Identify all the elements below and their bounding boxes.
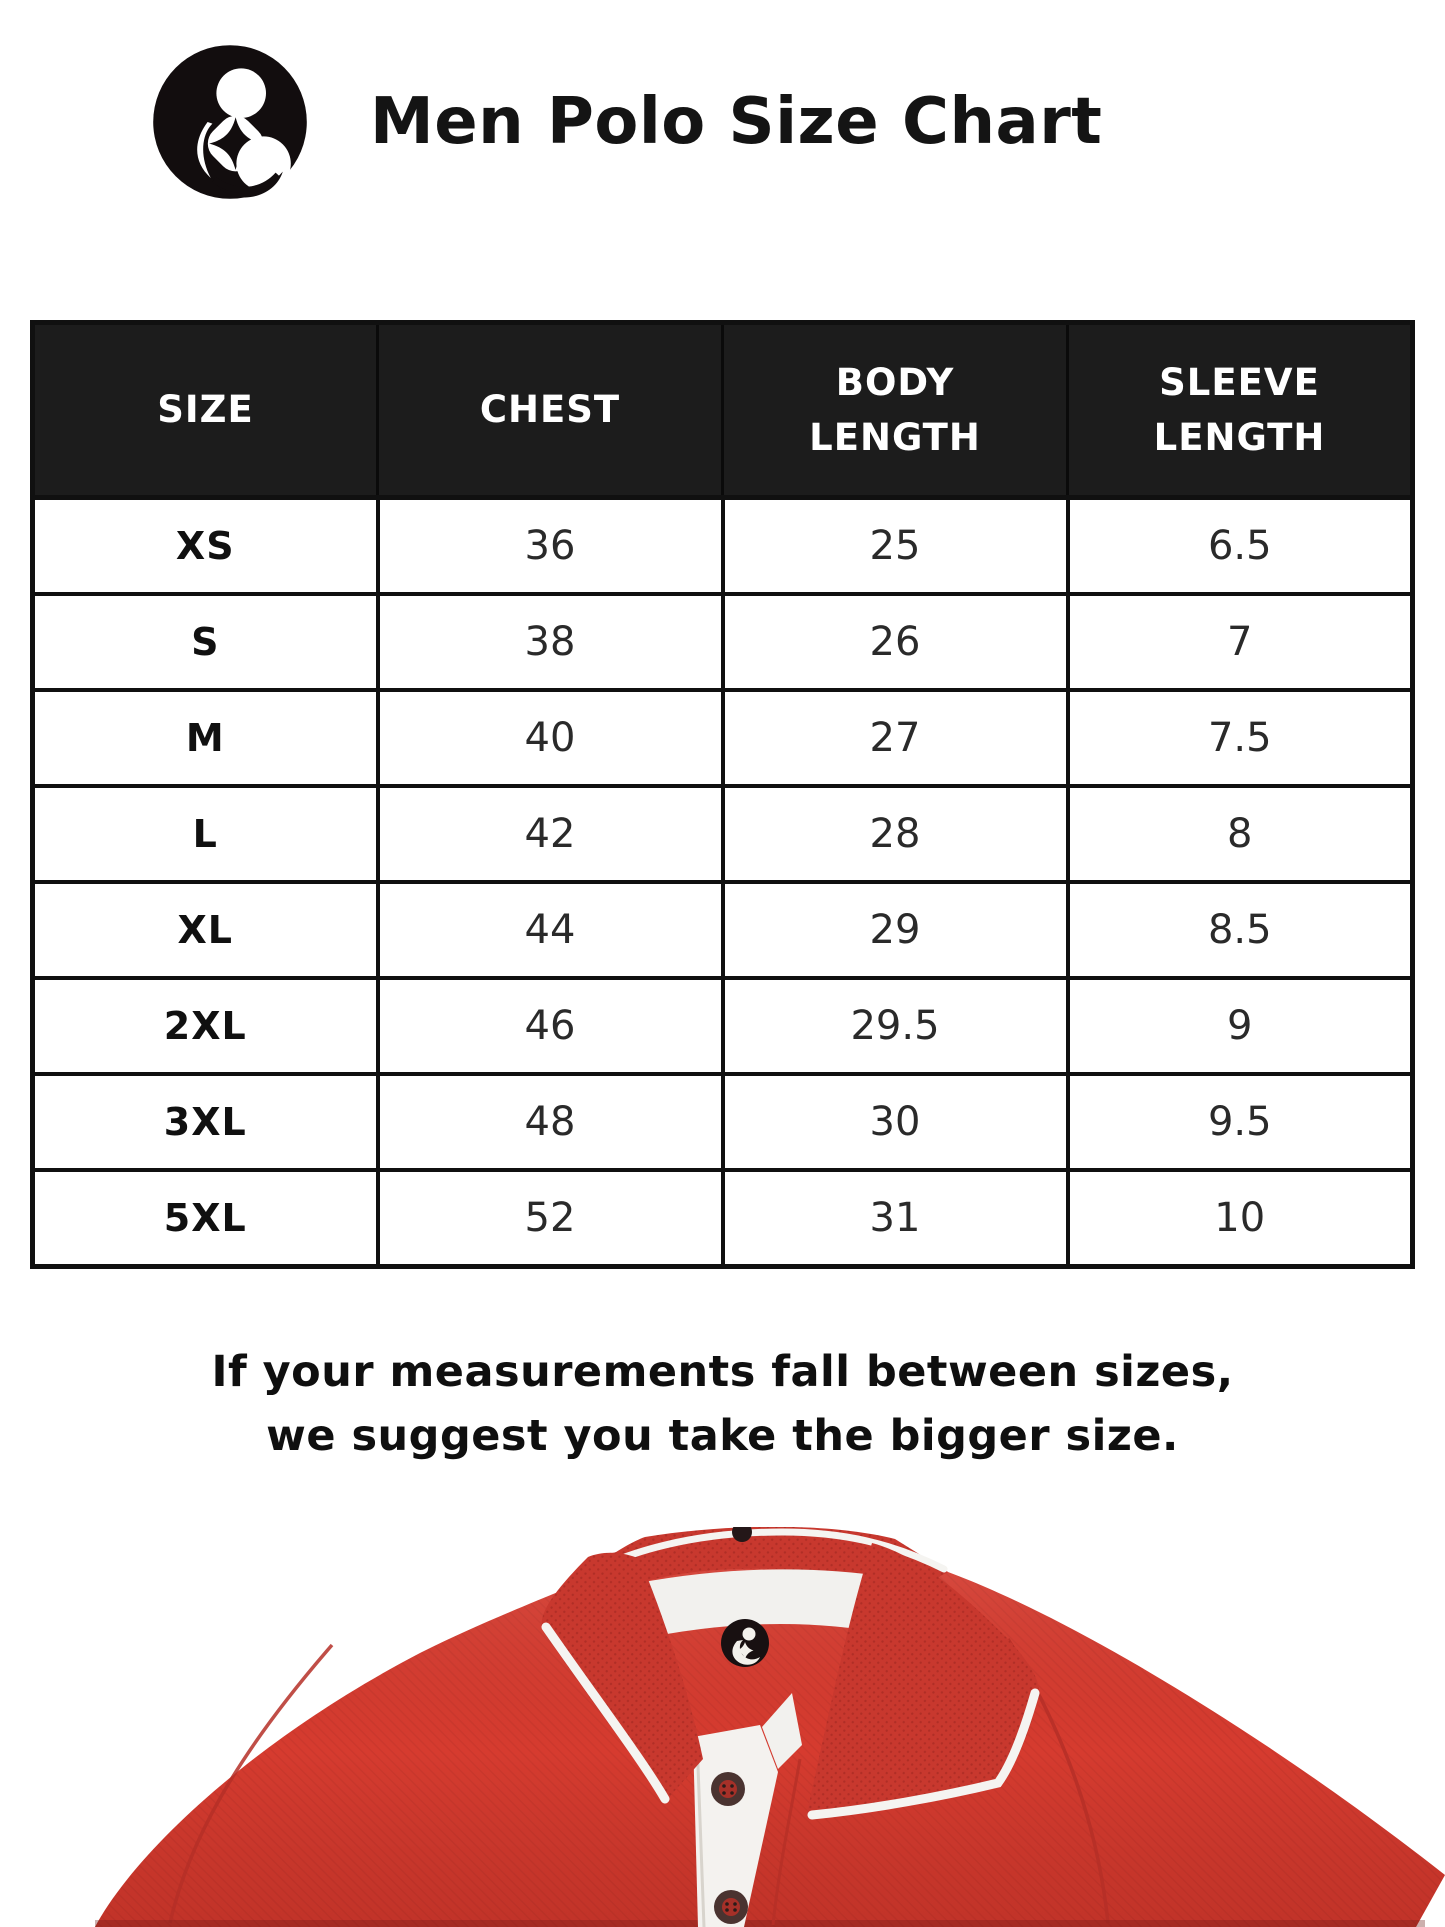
- cell-size: 2XL: [33, 978, 378, 1074]
- size-chart-table-wrap: [30, 320, 1415, 1269]
- table-row: [33, 786, 1413, 882]
- red-polo-shirt-image: [0, 1527, 1445, 1927]
- column-header-body-length: BODY LENGTH: [723, 323, 1068, 498]
- cell-body-length: 26: [723, 594, 1068, 690]
- polo-button: [711, 1772, 745, 1806]
- cell-sleeve-length: 8.5: [1068, 882, 1413, 978]
- fit-note-line2: we suggest you take the bigger size.: [266, 1411, 1179, 1461]
- table-row: [33, 882, 1413, 978]
- size-chart-table: [30, 320, 1415, 1269]
- cell-sleeve-length: 6.5: [1068, 498, 1413, 595]
- cell-chest: 48: [378, 1074, 723, 1170]
- cell-size: 5XL: [33, 1170, 378, 1267]
- cell-size: L: [33, 786, 378, 882]
- cell-size: S: [33, 594, 378, 690]
- cell-size: XS: [33, 498, 378, 595]
- cell-body-length: 27: [723, 690, 1068, 786]
- cell-body-length: 30: [723, 1074, 1068, 1170]
- cell-sleeve-length: 7.5: [1068, 690, 1413, 786]
- brand-logo-icon: [150, 42, 310, 202]
- column-header-sleeve-length: SLEEVE LENGTH: [1068, 323, 1413, 498]
- table-row: [33, 978, 1413, 1074]
- fit-note-line1: If your measurements fall between sizes,: [211, 1347, 1234, 1397]
- cell-sleeve-length: 8: [1068, 786, 1413, 882]
- table-row: [33, 1170, 1413, 1267]
- cell-chest: 44: [378, 882, 723, 978]
- table-header: [33, 323, 1413, 498]
- cell-body-length: 25: [723, 498, 1068, 595]
- cell-body-length: 29: [723, 882, 1068, 978]
- cell-body-length: 31: [723, 1170, 1068, 1267]
- cell-body-length: 29.5: [723, 978, 1068, 1074]
- table-header-row: [33, 323, 1413, 498]
- cell-chest: 46: [378, 978, 723, 1074]
- table-row: [33, 594, 1413, 690]
- fit-note: [0, 1340, 1445, 1468]
- table-body: [33, 498, 1413, 1267]
- column-header-size: SIZE: [33, 323, 378, 498]
- page-title: Men Polo Size Chart: [370, 85, 1103, 159]
- cell-sleeve-length: 10: [1068, 1170, 1413, 1267]
- cell-sleeve-length: 7: [1068, 594, 1413, 690]
- cell-body-length: 28: [723, 786, 1068, 882]
- polo-button: [714, 1890, 748, 1924]
- cell-size: 3XL: [33, 1074, 378, 1170]
- cell-chest: 42: [378, 786, 723, 882]
- cell-size: XL: [33, 882, 378, 978]
- cell-chest: 40: [378, 690, 723, 786]
- cell-sleeve-length: 9.5: [1068, 1074, 1413, 1170]
- column-header-chest: CHEST: [378, 323, 723, 498]
- table-row: [33, 498, 1413, 595]
- cell-chest: 36: [378, 498, 723, 595]
- cell-size: M: [33, 690, 378, 786]
- cell-chest: 38: [378, 594, 723, 690]
- table-row: [33, 690, 1413, 786]
- cell-sleeve-length: 9: [1068, 978, 1413, 1074]
- table-row: [33, 1074, 1413, 1170]
- cell-chest: 52: [378, 1170, 723, 1267]
- brand-header: [150, 42, 1385, 202]
